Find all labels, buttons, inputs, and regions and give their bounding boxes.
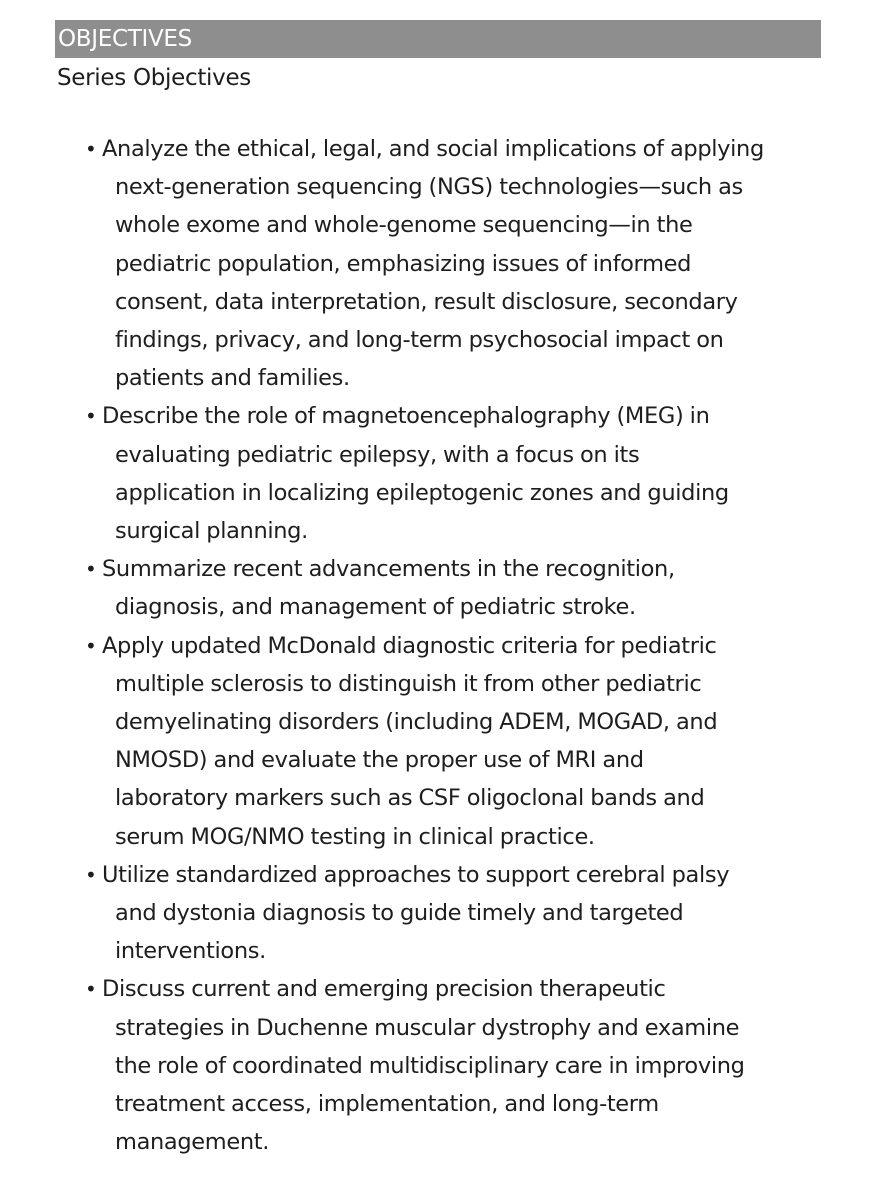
- objective-line: serum MOG/NMO testing in clinical practice.: [115, 823, 595, 850]
- objective-line: treatment access, implementation, and long-term: [115, 1091, 659, 1118]
- objective-item: [76, 970, 836, 1161]
- objective-text: [102, 130, 836, 397]
- objective-line: strategies in Duchenne muscular dystrophy and examine: [115, 1014, 740, 1041]
- objective-line: pediatric population, emphasizing issues of informed: [115, 250, 692, 277]
- objective-line: NMOSD) and evaluate the proper use of MRI and: [115, 747, 644, 774]
- objective-line: Utilize standardized approaches to support cerebral palsy: [102, 861, 730, 888]
- objective-line: next-generation sequencing (NGS) technologies—such as: [115, 174, 743, 201]
- objective-line: application in localizing epileptogenic zones and guiding: [115, 479, 729, 506]
- objective-line: Analyze the ethical, legal, and social implications of applying: [102, 136, 764, 162]
- objective-line: consent, data interpretation, result disclosure, secondary: [115, 288, 738, 315]
- objective-text: [102, 550, 836, 626]
- bullet-icon: •: [85, 977, 97, 1002]
- bullet-icon: •: [85, 557, 97, 582]
- objective-line: whole exome and whole-genome sequencing—in the: [115, 212, 693, 239]
- objective-line: laboratory markers such as CSF oligoclonal bands and: [115, 785, 705, 812]
- section-header-bar: [55, 20, 821, 58]
- objective-item: [76, 130, 836, 397]
- objective-line: multiple sclerosis to distinguish it from other pediatric: [115, 670, 702, 697]
- objective-line: the role of coordinated multidisciplinary care in improving: [115, 1052, 745, 1079]
- objective-line: Apply updated McDonald diagnostic criteria for pediatric: [102, 632, 717, 659]
- objective-item: [76, 550, 836, 626]
- section-title: OBJECTIVES: [58, 26, 192, 52]
- objective-line: surgical planning.: [115, 518, 308, 545]
- bullet-icon: •: [85, 633, 97, 658]
- objective-line: findings, privacy, and long-term psychosocial impact on: [115, 327, 724, 354]
- objective-line: and dystonia diagnosis to guide timely and targeted: [115, 900, 684, 927]
- objective-line: demyelinating disorders (including ADEM, MOGAD, and: [115, 709, 718, 736]
- objective-line: management.: [115, 1129, 270, 1156]
- bullet-icon: •: [85, 404, 97, 429]
- objective-line: interventions.: [115, 938, 266, 965]
- objective-item: [76, 627, 836, 856]
- objective-line: Describe the role of magnetoencephalography (MEG) in: [102, 403, 710, 430]
- objective-text: [102, 397, 836, 550]
- bullet-icon: •: [85, 862, 97, 887]
- objective-line: patients and families.: [115, 365, 350, 392]
- objective-text: [102, 856, 836, 971]
- objective-text: [102, 970, 836, 1161]
- objective-line: evaluating pediatric epilepsy, with a focus on its: [115, 441, 640, 468]
- objective-line: diagnosis, and management of pediatric stroke.: [115, 594, 636, 621]
- objective-text: [102, 627, 836, 856]
- objective-line: Discuss current and emerging precision therapeutic: [102, 976, 666, 1003]
- bullet-icon: •: [85, 137, 97, 161]
- series-objectives-heading: Series Objectives: [57, 65, 251, 91]
- objective-line: Summarize recent advancements in the recognition,: [102, 556, 675, 583]
- objective-item: [76, 397, 836, 550]
- objective-item: [76, 856, 836, 971]
- objectives-list: [76, 130, 836, 1161]
